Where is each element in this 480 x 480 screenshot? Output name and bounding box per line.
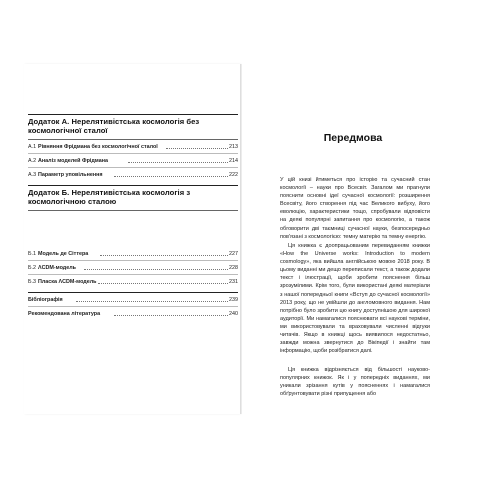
paragraph: Ця книжка є доопрацьованим перевиданням книжки «How the Universe works: Introduction to modern cosmology», яка вийшла англійською мовою 2018 року. В цьому виданні ми дещо переписали текст, а також додали текст і ілюстрації, щоби зробити пояснення більш зрозумілими. Крім того, були використані деякі матеріали з нашої попередньої книги «Вступ до сучасної космології» 2013 року, що не увійшли до англомовного видання. Нам потрібно було зробити цю книгу доступнішою для широкої аудиторії. Ми намагалися пояснювати всі наукові терміни, ми використовували та враховували численні відгуки читачів. Якщо в книжці щось виявилося недостатньо, завжди можна звернутися до Вікіпедії і знайти там інформацію, щоби розібратися далі. bbox=[280, 243, 430, 355]
toc-row-recommended bbox=[28, 310, 238, 318]
section-rule bbox=[28, 292, 238, 293]
leader-dots bbox=[166, 148, 228, 149]
toc-row bbox=[28, 264, 238, 272]
toc-row bbox=[28, 143, 238, 151]
paragraph: У цій книзі йтиметься про історію та сучасний стан космології – науки про Всесвіт. Загалом ми прагнули пояснити основні ідеї сучасної космології: розширення Всесвіту, його створення під час Великого вибуху, його еволюцію, характеристики тощо, спробували відповісти на деякі популярні запитання про космологію, а також обговорити дві таємниці сучасної науки, безпосередньо пов'язані з космологією: темну матерію та темну енергію. bbox=[280, 177, 430, 240]
toc-page-number: 231 bbox=[229, 279, 238, 285]
toc-title: Модель де Сіттера bbox=[38, 251, 89, 257]
toc-number: А.3 bbox=[28, 172, 37, 178]
toc-title: Рівняння Фрідмана без космологічної сталої bbox=[38, 144, 158, 150]
toc-title: Аналіз моделей Фрідмана bbox=[38, 158, 108, 164]
toc-page-number: 214 bbox=[229, 158, 238, 164]
toc-title: ΛCDM-модель bbox=[38, 265, 76, 271]
appendix-a-heading: Додаток А. Нерелятивістська космологія без космологічної сталої bbox=[28, 117, 200, 136]
preface-page bbox=[242, 64, 464, 414]
toc-title: Рекомендована література bbox=[28, 311, 101, 317]
leader-dots bbox=[84, 269, 228, 270]
row-divider bbox=[28, 306, 238, 307]
toc-title: Параметр уповільнення bbox=[38, 172, 103, 178]
toc-page-number: 228 bbox=[229, 265, 238, 271]
toc-row bbox=[28, 157, 238, 165]
leader-dots bbox=[76, 301, 228, 302]
section-rule bbox=[28, 185, 238, 186]
leader-dots bbox=[98, 283, 228, 284]
section-divider bbox=[28, 139, 238, 140]
toc-number: А.1 bbox=[28, 144, 37, 150]
section-divider bbox=[28, 210, 238, 211]
toc-row bbox=[28, 278, 238, 286]
toc-row bbox=[28, 250, 238, 258]
toc-page-number: 213 bbox=[229, 144, 238, 150]
toc-number: Б.2 bbox=[28, 265, 37, 271]
toc-number: Б.1 bbox=[28, 251, 37, 257]
toc-title: Бібліографія bbox=[28, 297, 63, 303]
toc-page-number: 240 bbox=[229, 311, 238, 317]
book-spread bbox=[24, 64, 464, 414]
toc-page-number: 239 bbox=[229, 297, 238, 303]
contents-page bbox=[24, 64, 240, 414]
row-divider bbox=[28, 260, 238, 261]
toc-row-bibliography bbox=[28, 296, 238, 304]
paragraph: Ця книжка відрізняється від більшості науково-популярних книжок. Як і у попередніх виданнях, ми уникали зрізання кутів у поясненнях і намагалися обґрунтовувати різні припущення або bbox=[280, 367, 430, 398]
appendix-b-heading: Додаток Б. Нерелятивістська космологія з космологічною сталою bbox=[28, 188, 191, 207]
leader-dots bbox=[114, 315, 228, 316]
section-rule bbox=[28, 114, 238, 115]
row-divider bbox=[28, 153, 238, 154]
row-divider bbox=[28, 167, 238, 168]
leader-dots bbox=[100, 255, 228, 256]
toc-row bbox=[28, 171, 238, 179]
leader-dots bbox=[114, 176, 228, 177]
leader-dots bbox=[128, 162, 228, 163]
toc-page-number: 227 bbox=[229, 251, 238, 257]
row-divider bbox=[28, 274, 238, 275]
page-title: Передмова bbox=[323, 132, 383, 144]
toc-number: А.2 bbox=[28, 158, 37, 164]
toc-page-number: 222 bbox=[229, 172, 238, 178]
toc-title: Пласка ΛCDM-модель bbox=[38, 279, 97, 285]
toc-number: Б.3 bbox=[28, 279, 37, 285]
